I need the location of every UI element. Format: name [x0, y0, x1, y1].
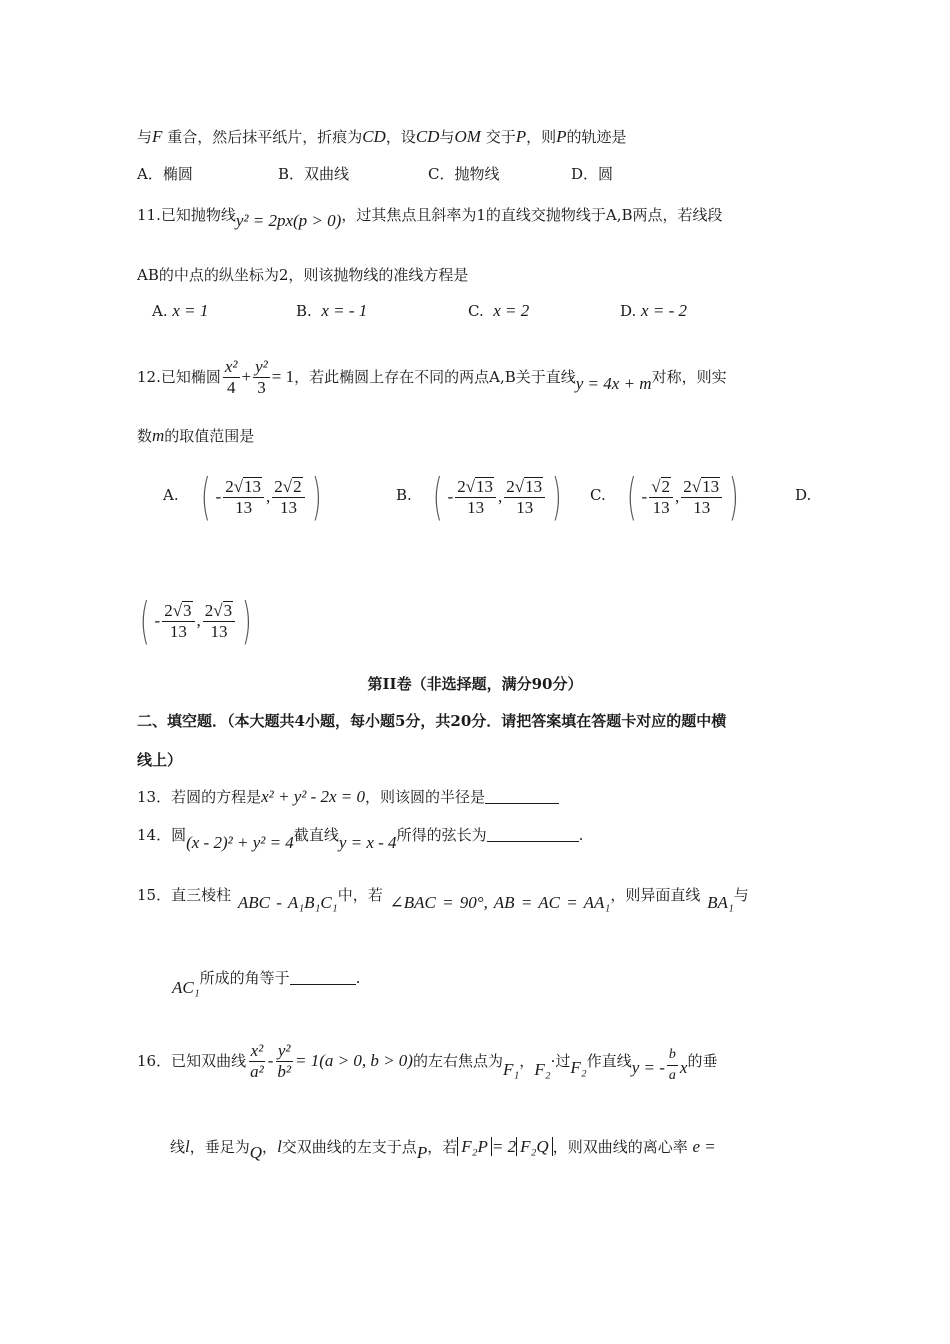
- q12-option-a: ( - 2√ 13 13 , 2√ 2 13 ): [200, 468, 322, 526]
- q12-frac-y: $\frac{\text{y²}}{3}$: [255, 356, 268, 397]
- q12-option-c-label: C.: [590, 486, 606, 504]
- q10-option-c: C．抛物线: [428, 165, 500, 183]
- q11-text: 11.已知抛物线y² = 2px(p > 0)，过其焦点且斜率为1的直线交抛物线于A,B两点，若线段: [137, 206, 723, 230]
- q16-text: 16．已知双曲线 $\frac{\text{x²}}{\text{a²}}$ - $\frac{\text{y²}}{\text{b²}}$ = 1(a > 0, b > 0) 的左右焦点为 F₁ ， F₂ ·过 F₂ 作直线 y = - $\frac{b}{a}$ x 的垂: [137, 1040, 718, 1083]
- q12-option-b: ( - 2√ 13 13 , 2√ 13 13 ): [432, 468, 562, 526]
- q10-text: 与F 重合，然后抹平纸片，折痕为CD，设CD与OM 交于P，则P的轨迹是: [137, 127, 627, 146]
- q12-option-d-label: D.: [795, 486, 812, 504]
- q12-option-a-label: A.: [163, 486, 179, 504]
- q12-line2: 数m的取值范围是: [137, 426, 255, 445]
- q11-option-d: D. x = - 2: [620, 301, 687, 320]
- q12-option-b-label: B.: [396, 486, 412, 504]
- section-heading-line1: 二、填空题．（本大题共4小题，每小题5分，共20分．请把答案填在答题卡对应的题中横: [137, 712, 727, 730]
- section-title: 第II卷（非选择题，满分90分）: [367, 675, 583, 693]
- q11-formula: y² = 2px(p > 0): [235, 211, 342, 230]
- q11-option-a: A. x = 1: [152, 301, 209, 320]
- q12-frac-x: $\frac{\text{x²}}{4}$: [224, 356, 238, 397]
- q11-option-b: B. x = - 1: [296, 301, 368, 320]
- q15-answer-blank[interactable]: [290, 984, 356, 985]
- q12-option-c: ( - √ 2 13 , 2√ 13 13 ): [626, 468, 739, 526]
- q13-answer-blank[interactable]: [485, 803, 559, 804]
- q15-line2: AC₁所成的角等于 .: [172, 969, 361, 997]
- q14-answer-blank[interactable]: [487, 841, 579, 842]
- q10-option-a: A．椭圆: [137, 165, 193, 183]
- q11-line2: AB的中点的纵坐标为2，则该抛物线的准线方程是: [137, 266, 469, 284]
- q10-option-b: B．双曲线: [278, 165, 350, 183]
- q12-option-d: ( - 2√ 3 13 , 2√ 3 13 ): [139, 592, 252, 650]
- q12-text: 12.已知椭圆 $\frac{\text{x²}}{4}$ + $\frac{\text{y²}}{3}$ = 1 ，若此椭圆上存在不同的两点A,B关于直线 y = 4x + m 对称，则实: [137, 356, 727, 397]
- q15-text: 15．直三棱柱 ABC - A₁B₁C₁中，若 ∠BAC = 90°, AB = AC = AA₁，则异面直线 BA₁与: [137, 886, 749, 912]
- q11-option-c: C. x = 2: [468, 301, 530, 320]
- section-heading-line2: 线上）: [137, 751, 183, 769]
- q14-text: 14．圆(x - 2)² + y² = 4截直线y = x - 4所得的弦长为 .: [137, 826, 584, 852]
- q13-text: 13．若圆的方程是x² + y² - 2x = 0，则该圆的半径是: [137, 787, 559, 807]
- q10-option-d: D．圆: [571, 165, 614, 183]
- q16-line2: 线l，垂足为Q，l交双曲线的左支于点P，若 F₂P = 2 F₂Q ，则双曲线的离心率 e =: [170, 1137, 716, 1162]
